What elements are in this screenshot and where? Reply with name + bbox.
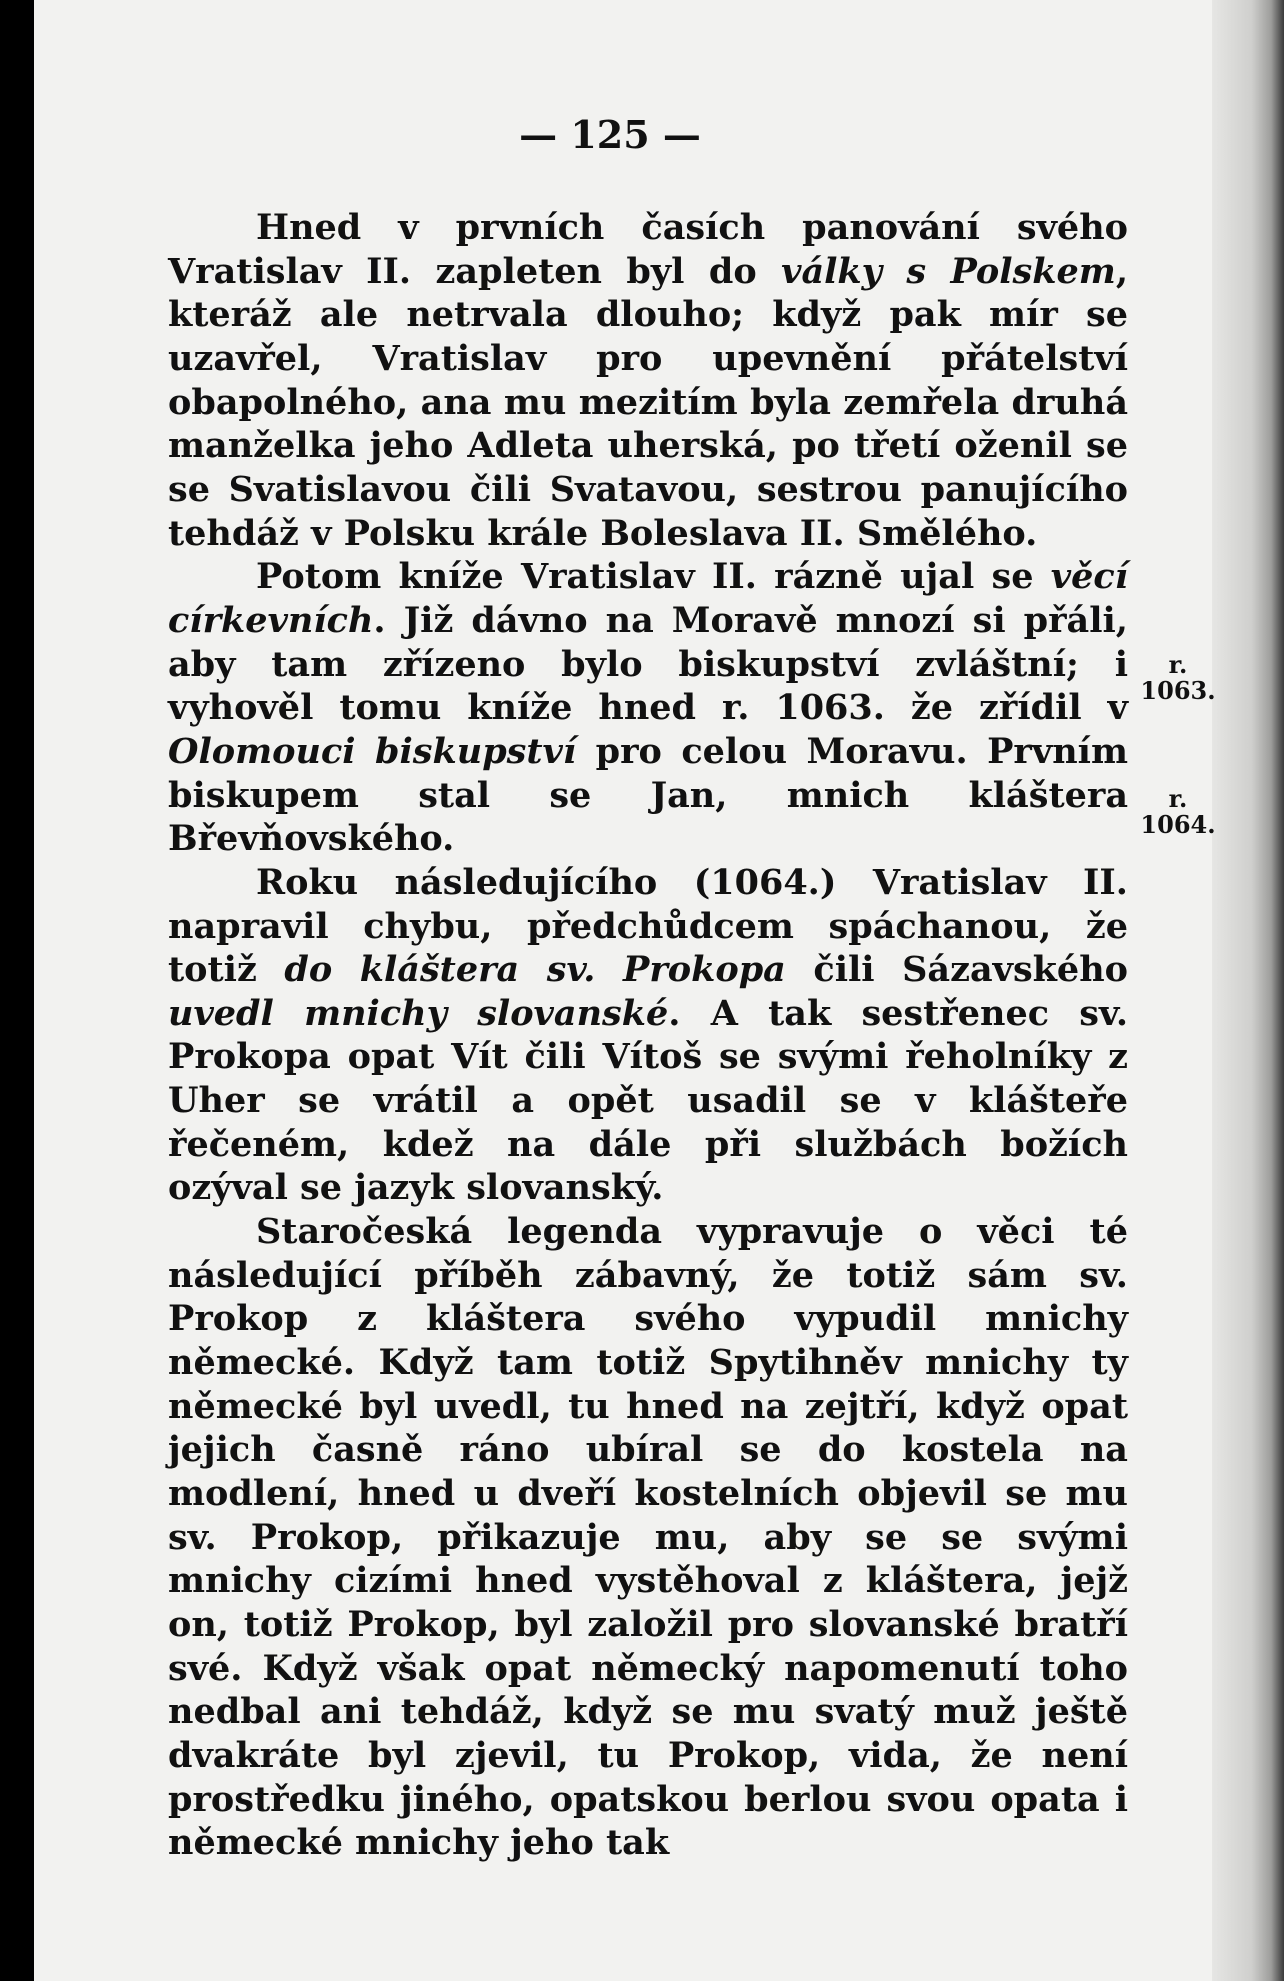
margin-note-prefix: r. [1168,650,1188,679]
margin-note-prefix: r. [1168,784,1188,813]
paragraph [168,206,1128,555]
emphasized-text: Olomouci biskupství [168,730,577,772]
text-run: Staročeská legenda vypravuje o věci té následující příběh zábavný, že totiž sám sv. Prokop z kláštera svého vypudil mnichy německé. Když tam totiž Spytihněv mnichy ty německé byl uvedl, tu hned na zejtří, když opat jejich časně ráno ubíral se do kostela na modlení, hned u dveří kostelních objevil se mu sv. Prokop, přikazuje mu, aby se se svými mnichy cizími hned vystěhoval z kláštera, jejž on, totiž Prokop, byl založil pro slovanské bratří své. Když však opat německý napomenutí toho nedbal ani tehdáž, když se mu svatý muž ještě dvakráte byl zjevil, tu Prokop, vida, že není prostředku jiného, opatskou berlou svou opata i německé mnichy jeho tak [168,1211,1128,1864]
text-run: . A tak sestřenec sv. Prokopa opat Vít čili Vítoš se svými řeholníky z Uher se vrátil a opět usadil se v klášteře řečeném, kdež na dále při službách božích ozýval se jazyk slovanský. [168,992,1129,1209]
binding-mark [10,1560,32,1566]
text-run: Roku následujícího (1064.) Vratislav II. napravil chybu, předchůdcem spáchanou, že totiž [168,861,1128,991]
emphasized-text: války s Polskem [781,250,1116,292]
emphasized-text: věcí církevních [168,556,1128,641]
paragraph [168,555,1128,861]
text-run: Potom kníže Vratislav II. rázně ujal se [256,556,1051,598]
text-run: pro celou Moravu. Prvním biskupem stal se Jan, mnich kláštera Břevňovského. [168,730,1128,860]
text-run: Hned v prvních časích panování svého Vratislav II. zapleten byl do [168,207,1128,292]
margin-note-value: 1063. [1140,676,1216,705]
margin-note-year [1138,786,1218,838]
binding-mark [10,1000,32,1006]
page-edge-shadow [1212,0,1284,1981]
body-text [168,206,1128,1865]
paragraph [168,861,1128,1210]
emphasized-text: do kláštera sv. Prokopa [284,949,786,991]
binding-edge [18,110,22,1940]
text-run: . Již dávno na Moravě mnozí si přáli, aby tam zřízeno bylo biskupství zvláštní; i vyhověl tomu kníže hned r. 1063. že zřídil v [168,599,1128,729]
emphasized-text: uvedl mnichy slovanské [168,992,669,1034]
margin-note-value: 1064. [1140,810,1216,839]
text-run: , kteráž ale netrvala dlouho; když pak mír se uzavřel, Vratislav pro upevnění přátelství obapolného, ana mu mezitím byla zemřela druhá manželka jeho Adleta uherská, po třetí oženil se se Svatislavou čili Svatavou, sestrou panujícího tehdáž v Polsku krále Boleslava II. Smělého. [168,250,1128,554]
page-number: — 125 — [519,112,701,157]
paragraph [168,1210,1128,1865]
margin-note-year [1138,652,1218,704]
binding-mark [10,390,32,396]
text-run: čili Sázavského [785,949,1128,991]
